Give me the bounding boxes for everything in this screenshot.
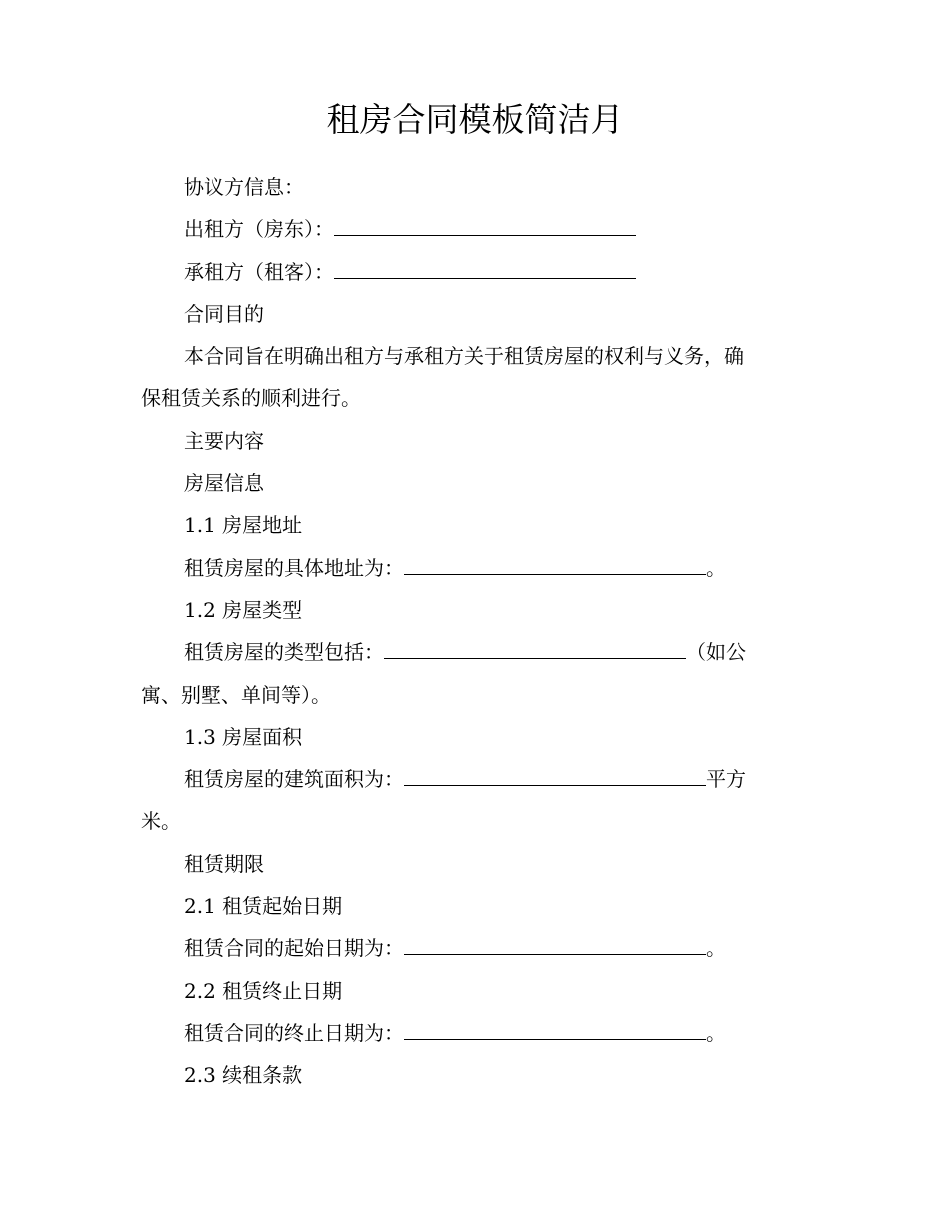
purpose-text-line1: 本合同旨在明确出租方与承租方关于租赁房屋的权利与义务，确	[184, 344, 744, 369]
section-2-3-heading: 2.3 续租条款	[184, 1063, 303, 1088]
area-label: 租赁房屋的建筑面积为：	[184, 767, 404, 792]
end-date-label: 租赁合同的终止日期为：	[184, 1020, 404, 1045]
house-type-blank	[384, 632, 686, 659]
section-1-2-heading: 1.2 房屋类型	[184, 597, 303, 622]
lessor-label: 出租方（房东）：	[184, 217, 334, 242]
term-heading: 租赁期限	[184, 851, 264, 876]
section-1-1-heading: 1.1 房屋地址	[184, 513, 303, 538]
address-blank	[404, 548, 706, 575]
start-date-blank	[404, 928, 706, 955]
house-info-heading: 房屋信息	[184, 471, 264, 496]
section-2-2-heading: 2.2 租赁终止日期	[184, 978, 343, 1003]
house-type-suffix: （如公	[686, 640, 746, 665]
lessee-blank	[334, 252, 636, 279]
parties-heading: 协议方信息：	[184, 175, 304, 199]
area-blank	[404, 759, 706, 786]
purpose-heading: 合同目的	[184, 301, 264, 326]
lessee-line	[141, 251, 811, 293]
end-date-line	[141, 1012, 811, 1054]
house-type-line2: 寓、别墅、单间等）。	[141, 682, 331, 707]
address-label: 租赁房屋的具体地址为：	[184, 555, 404, 580]
section-1-3-heading: 1.3 房屋面积	[184, 724, 303, 749]
lessor-line	[141, 208, 811, 250]
address-period: 。	[706, 555, 726, 580]
end-date-blank	[404, 1013, 706, 1040]
purpose-text-line2: 保租赁关系的顺利进行。	[141, 386, 361, 411]
address-line	[141, 547, 811, 589]
house-type-label: 租赁房屋的类型包括：	[184, 640, 384, 665]
end-date-period: 。	[706, 1020, 726, 1045]
main-heading: 主要内容	[184, 428, 264, 453]
lessor-blank	[334, 209, 636, 236]
start-date-period: 。	[706, 936, 726, 961]
house-type-line	[141, 631, 811, 673]
start-date-line	[141, 927, 811, 969]
area-line	[141, 758, 811, 800]
document-body	[141, 166, 811, 1097]
start-date-label: 租赁合同的起始日期为：	[184, 936, 404, 961]
document-title: 租房合同模板简洁月	[326, 100, 624, 139]
section-2-1-heading: 2.1 租赁起始日期	[184, 894, 343, 919]
area-line2: 米。	[141, 809, 181, 834]
lessee-label: 承租方（租客）：	[184, 259, 334, 284]
area-suffix: 平方	[706, 767, 746, 792]
